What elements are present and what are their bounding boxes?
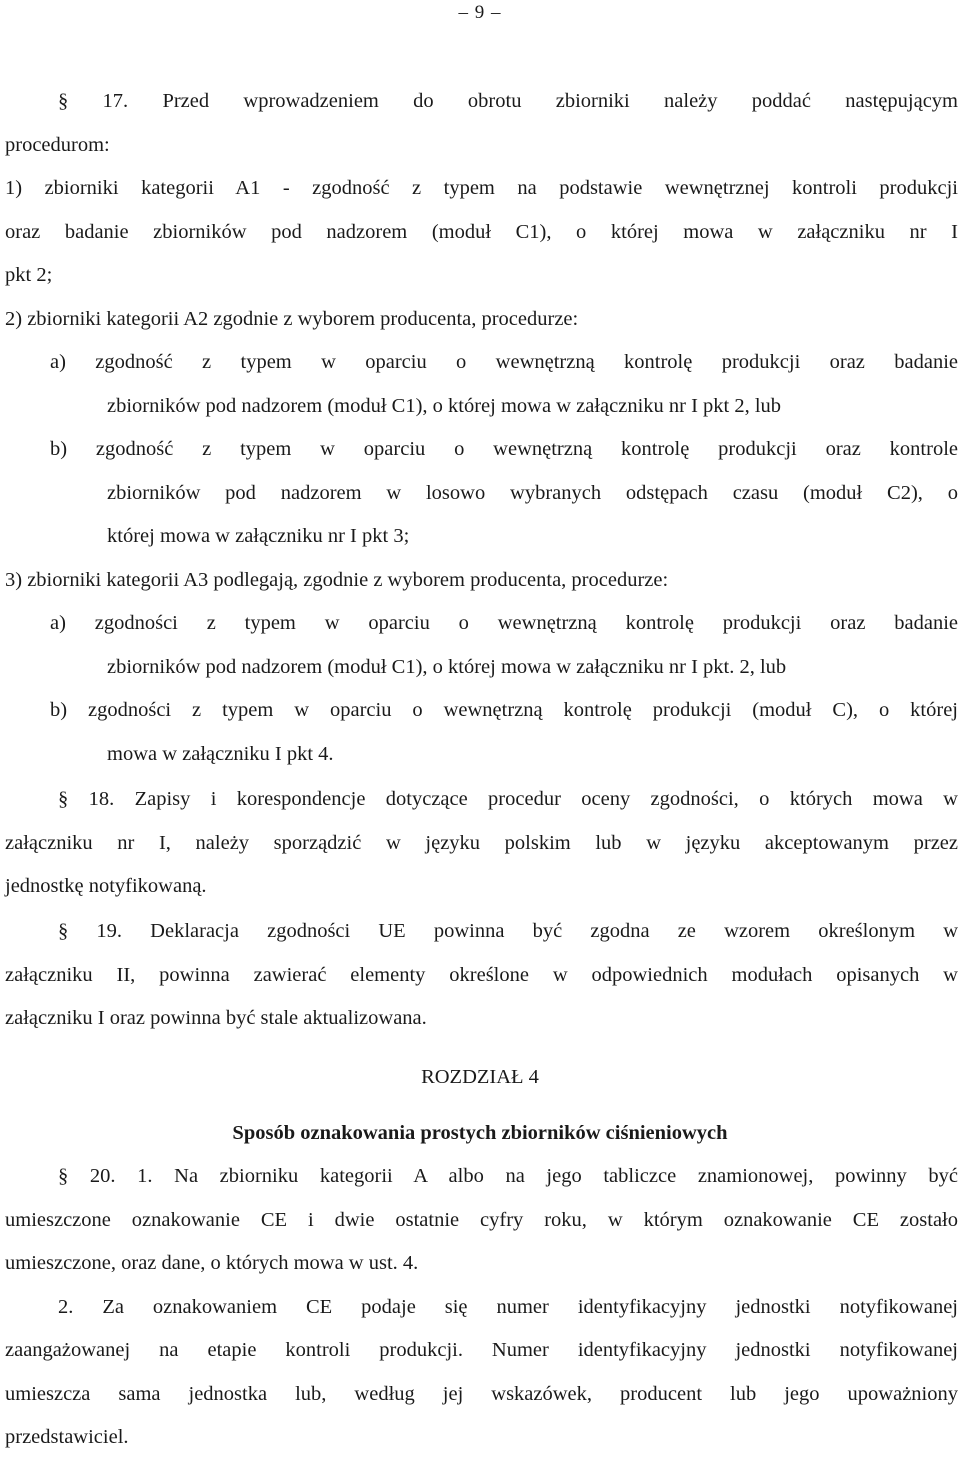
p20-s1-line-3: umieszczone, oraz dane, o których mowa w ust. 4. xyxy=(5,1252,419,1274)
p17-item3a-line-2: zbiorników pod nadzorem (moduł C1), o której mowa w załączniku nr I pkt. 2, lub xyxy=(107,655,787,678)
p17-item3b-line-1: b) zgodności z typem w oparciu o wewnętrzną kontrolę produkcji (moduł C), o której xyxy=(50,699,958,721)
paragraph-18 xyxy=(5,778,958,909)
paragraph-19 xyxy=(5,910,958,1041)
p17-item1-line-1: 1) zbiorniki kategorii A1 - zgodność z typem na podstawie wewnętrznej kontroli produkcji xyxy=(5,177,958,199)
p19-line-2: załączniku II, powinna zawierać elementy określone w odpowiednich modułach opisanych w xyxy=(5,963,958,986)
p17-item2b-line-2: zbiorników pod nadzorem w losowo wybranych odstępach czasu (moduł C2), o xyxy=(107,481,958,504)
p20-s2-line-1: 2. Za oznakowaniem CE podaje się numer identyfikacyjny jednostki notyfikowanej xyxy=(58,1295,958,1318)
p20-s1-line-1: § 20. 1. Na zbiorniku kategorii A albo na jego tabliczce znamionowej, powinny być xyxy=(58,1165,958,1187)
p17-item1-line-2: oraz badanie zbiorników pod nadzorem (moduł C1), o której mowa w załączniku nr I xyxy=(5,220,958,243)
p20-s2-line-4: przedstawiciel. xyxy=(5,1426,129,1448)
p17-item2b-line-1: b) zgodność z typem w oparciu o wewnętrzną kontrolę produkcji oraz kontrole xyxy=(50,438,958,460)
paragraph-17 xyxy=(5,80,958,776)
p17-item2a-line-2: zbiorników pod nadzorem (moduł C1), o której mowa w załączniku nr I pkt 2, lub xyxy=(107,394,782,417)
p18-line-2: załączniku nr I, należy sporządzić w języku polskim lub w języku akceptowanym przez xyxy=(5,831,958,854)
paragraph-20 xyxy=(5,1155,958,1460)
chapter-label: ROZDZIAŁ 4 xyxy=(421,1066,539,1088)
chapter-title: Sposób oznakowania prostych zbiorników ciśnieniowych xyxy=(232,1122,728,1144)
p19-line-1: § 19. Deklaracja zgodności UE powinna być zgodna ze wzorem określonym w xyxy=(58,920,958,942)
p18-line-1: § 18. Zapisy i korespondencje dotyczące procedur oceny zgodności, o których mowa w xyxy=(58,788,958,810)
p17-line-2: procedurom: xyxy=(5,133,110,156)
p17-line-1: § 17. Przed wprowadzeniem do obrotu zbiorniki należy poddać następującym xyxy=(58,90,958,112)
p19-line-3: załączniku I oraz powinna być stale aktualizowana. xyxy=(5,1007,427,1029)
p17-item3: 3) zbiorniki kategorii A3 podlegają, zgodnie z wyborem producenta, procedurze: xyxy=(5,568,669,591)
p17-item2b-line-3: której mowa w załączniku nr I pkt 3; xyxy=(107,525,410,547)
p17-item3a-line-1: a) zgodności z typem w oparciu o wewnętrzną kontrolę produkcji oraz badanie xyxy=(50,612,958,634)
p17-item2a-line-1: a) zgodność z typem w oparciu o wewnętrzną kontrolę produkcji oraz badanie xyxy=(50,351,958,373)
p17-item3b-line-2: mowa w załączniku I pkt 4. xyxy=(107,742,334,765)
p20-s2-line-3: umieszcza sama jednostka lub, według jej wskazówek, producent lub jego upoważniony xyxy=(5,1382,958,1405)
p20-s2-line-2: zaangażowanej na etapie kontroli produkcji. Numer identyfikacyjny jednostki notyfikowanej xyxy=(5,1339,958,1361)
p18-line-3: jednostkę notyfikowaną. xyxy=(5,875,207,897)
p20-s1-line-2: umieszczone oznakowanie CE i dwie ostatnie cyfry roku, w którym oznakowanie CE zostało xyxy=(5,1208,958,1231)
page-number: – 9 – xyxy=(458,2,502,23)
p17-item1-line-3: pkt 2; xyxy=(5,264,53,286)
p17-item2: 2) zbiorniki kategorii A2 zgodnie z wyborem producenta, procedurze: xyxy=(5,307,579,330)
